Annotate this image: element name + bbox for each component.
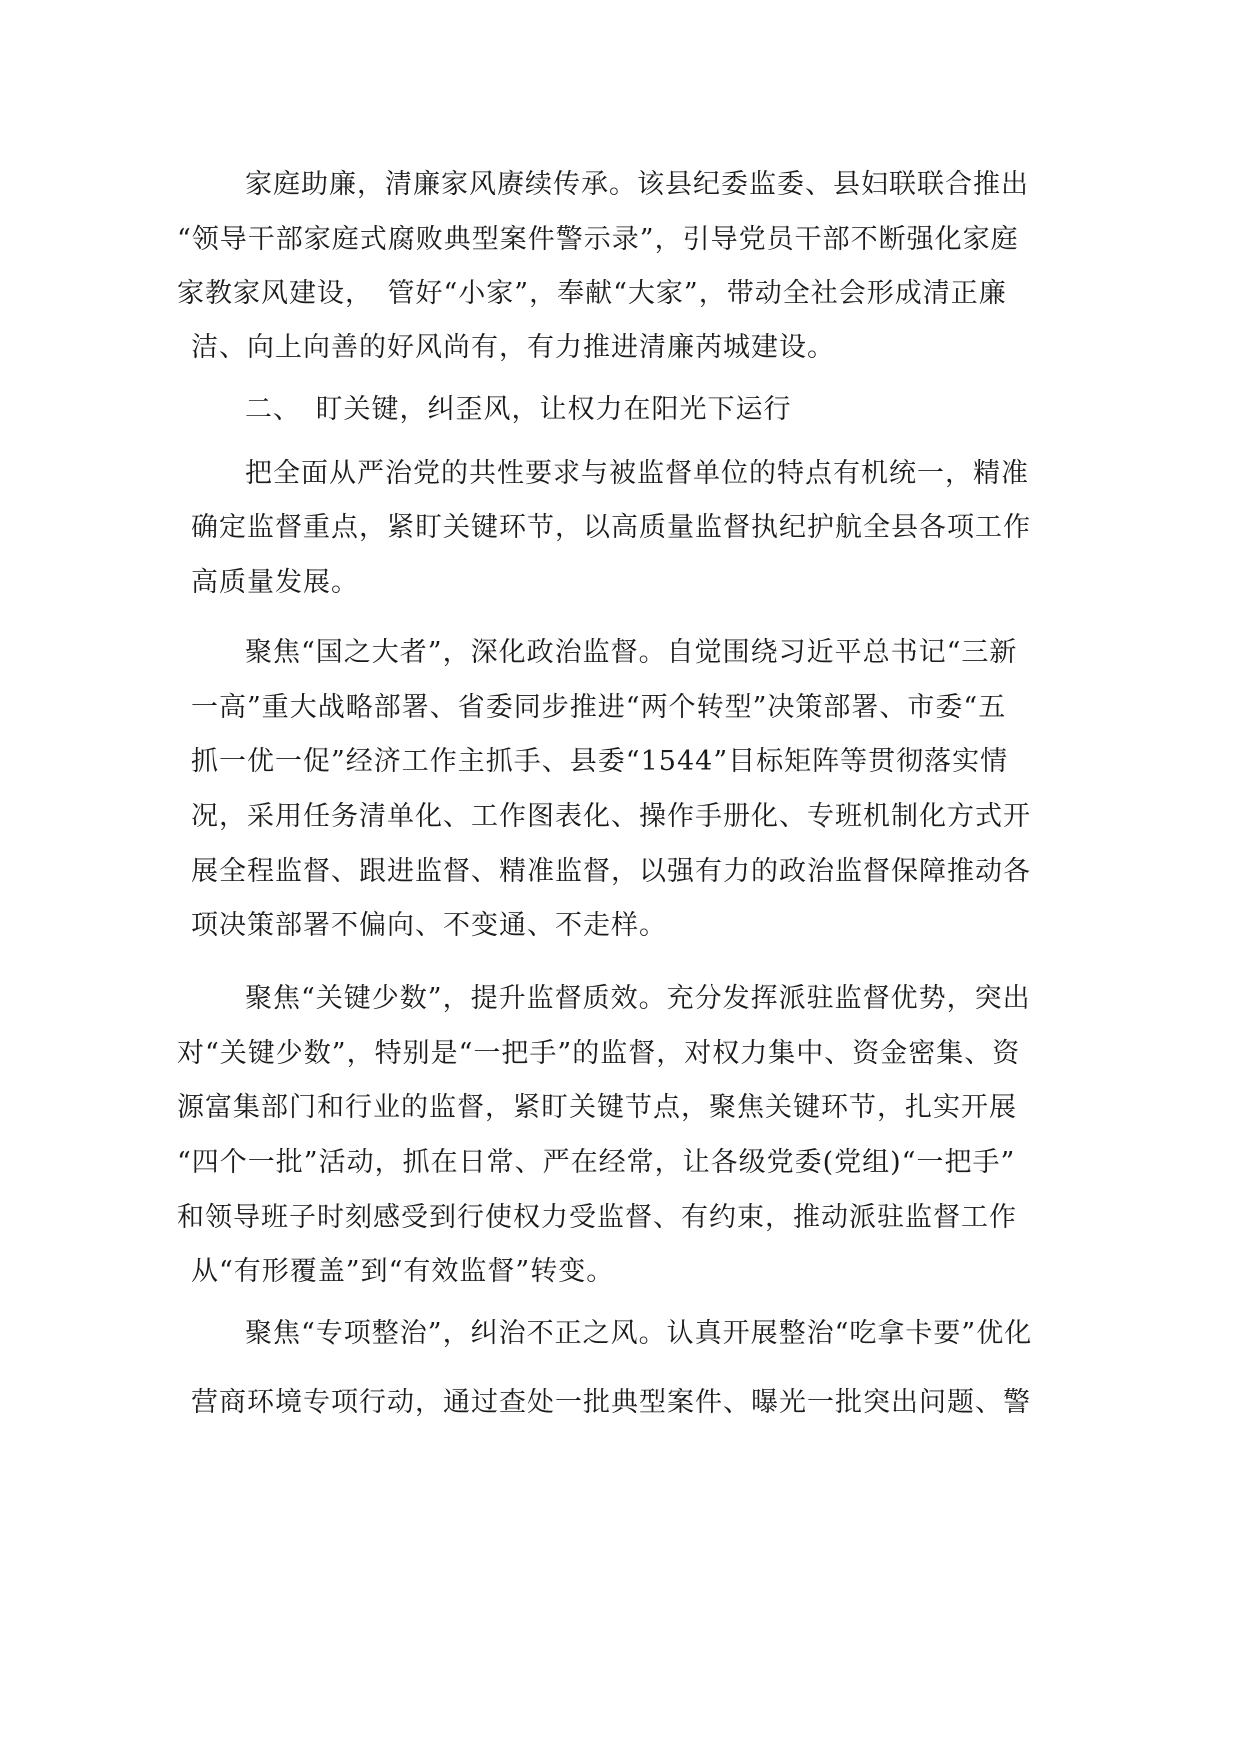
section-heading: 二、 盯关键，纠歪风，让权力在阳光下运行 bbox=[245, 394, 792, 425]
paragraph-4-line-6: 项决策部署不偏向、不变通、不走样。 bbox=[191, 910, 667, 941]
paragraph-3-line-1: 把全面从严治党的共性要求与被监督单位的特点有机统一，精准 bbox=[245, 458, 1029, 489]
paragraph-5-line-6: 从“有形覆盖”到“有效监督”转变。 bbox=[191, 1256, 615, 1287]
paragraph-1-line-3: 家教家风建设， 管好“小家”，奉献“大家”，带动全社会形成清正廉 bbox=[177, 278, 1007, 309]
paragraph-3-line-3: 高质量发展。 bbox=[191, 567, 359, 598]
paragraph-1-line-1: 家庭助廉，清廉家风赓续传承。该县纪委监委、县妇联联合推出 bbox=[245, 169, 1029, 200]
paragraph-3-line-2: 确定监督重点，紧盯关键环节，以高质量监督执纪护航全县各项工作 bbox=[191, 512, 1031, 543]
paragraph-4-line-2: 一高”重大战略部署、省委同步推进“两个转型”决策部署、市委“五 bbox=[191, 692, 1007, 723]
paragraph-5-line-2: 对“关键少数”，特别是“一把手”的监督，对权力集中、资金密集、资 bbox=[177, 1038, 1021, 1069]
paragraph-4-line-5: 展全程监督、跟进监督、精准监督，以强有力的政治监督保障推动各 bbox=[191, 856, 1031, 887]
paragraph-4-line-1: 聚焦“国之大者”，深化政治监督。自觉围绕习近平总书记“三新 bbox=[245, 637, 1018, 668]
paragraph-4-line-3: 抓一优一促”经济工作主抓手、县委“1544”目标矩阵等贯彻落实情 bbox=[191, 746, 1009, 777]
paragraph-4-line-4: 况，采用任务清单化、工作图表化、操作手册化、专班机制化方式开 bbox=[191, 801, 1031, 832]
paragraph-6-line-2: 营商环境专项行动，通过查处一批典型案件、曝光一批突出问题、警 bbox=[191, 1387, 1031, 1418]
paragraph-5-line-1: 聚焦“关键少数”，提升监督质效。充分发挥派驻监督优势，突出 bbox=[245, 983, 1031, 1014]
paragraph-1-line-4: 洁、向上向善的好风尚有，有力推进清廉芮城建设。 bbox=[191, 332, 835, 363]
paragraph-5-line-5: 和领导班子时刻感受到行使权力受监督、有约束，推动派驻监督工作 bbox=[177, 1202, 1017, 1233]
paragraph-5-line-4: “四个一批”活动，抓在日常、严在经常，让各级党委(党组)“一把手” bbox=[177, 1147, 1016, 1178]
paragraph-5-line-3: 源富集部门和行业的监督，紧盯关键节点，聚焦关键环节，扎实开展 bbox=[177, 1092, 1017, 1123]
paragraph-1-line-2: “领导干部家庭式腐败典型案件警示录”，引导党员干部不断强化家庭 bbox=[177, 224, 1019, 255]
paragraph-6-line-1: 聚焦“专项整治”，纠治不正之风。认真开展整治“吃拿卡要”优化 bbox=[245, 1318, 1033, 1349]
